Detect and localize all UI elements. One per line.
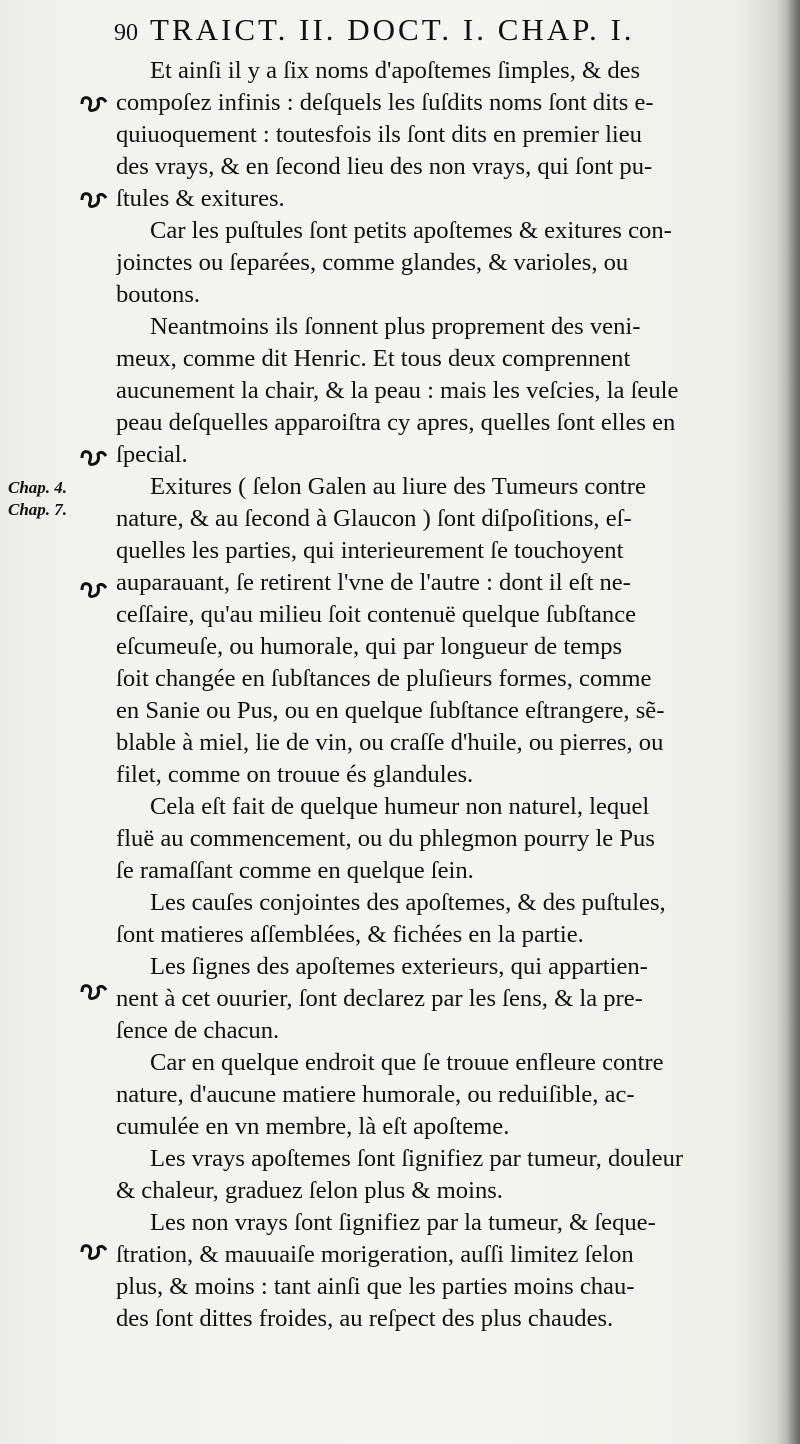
text-line: plus, & moins : tant ainſi que les parties moins chau- bbox=[116, 1273, 635, 1300]
text-line: nent à cet ouurier, ſont declarez par les ſens, & la pre- bbox=[116, 985, 643, 1012]
text-line: & chaleur, graduez ſelon plus & moins. bbox=[116, 1177, 503, 1204]
text-line: filet, comme on trouue és glandules. bbox=[116, 761, 474, 788]
text-line: Les cauſes conjointes des apoſtemes, & des puſtules, bbox=[150, 889, 666, 916]
text-line: cumulée en vn membre, là eſt apoſteme. bbox=[116, 1113, 510, 1140]
text-line: des vrays, & en ſecond lieu des non vrays, qui ſont pu- bbox=[116, 153, 653, 180]
text-line: Les vrays apoſtemes ſont ſignifiez par tumeur, douleur bbox=[150, 1145, 684, 1172]
text-line: aucunement la chair, & la peau : mais les veſcies, la ſeule bbox=[116, 377, 679, 404]
text-line: en Sanie ou Pus, ou en quelque ſubſtance eſtrangere, sẽ- bbox=[116, 697, 665, 724]
manicule-ornament-icon bbox=[80, 580, 108, 600]
text-line: Les non vrays ſont ſignifiez par la tumeur, & ſeque- bbox=[150, 1209, 656, 1236]
text-line: peau deſquelles apparoiſtra cy apres, quelles ſont elles en bbox=[116, 409, 676, 436]
manicule-ornament-icon bbox=[80, 1242, 108, 1262]
text-line: joinctes ou ſeparées, comme glandes, & varioles, ou bbox=[116, 249, 629, 276]
text-line: Et ainſi il y a ſix noms d'apoſtemes ſimples, & des bbox=[150, 57, 641, 84]
text-line: des ſont dittes froides, au reſpect des plus chaudes. bbox=[116, 1305, 614, 1332]
text-line: eſcumeuſe, ou humorale, qui par longueur de temps bbox=[116, 633, 623, 660]
margin-note-chap-7: Chap. 7. bbox=[8, 500, 68, 519]
text-line: ſtration, & mauuaiſe morigeration, auſſi limitez ſelon bbox=[116, 1241, 634, 1268]
text-line: Neantmoins ils ſonnent plus proprement des veni- bbox=[150, 313, 641, 340]
text-line: ſont matieres aſſemblées, & fichées en la partie. bbox=[116, 921, 584, 948]
text-line: auparauant, ſe retirent l'vne de l'autre : dont il eſt ne- bbox=[116, 569, 631, 596]
text-line: meux, comme dit Henric. Et tous deux comprennent bbox=[116, 345, 631, 372]
text-line: blable à miel, lie de vin, ou craſſe d'huile, ou pierres, ou bbox=[116, 729, 664, 756]
page-header bbox=[114, 12, 714, 56]
text-line: nature, & au ſecond à Glaucon ) ſont diſpoſitions, eſ- bbox=[116, 505, 632, 532]
text-line: Car les puſtules ſont petits apoſtemes & exitures con- bbox=[150, 217, 672, 244]
manicule-ornament-icon bbox=[80, 190, 108, 210]
text-line: ſence de chacun. bbox=[116, 1017, 280, 1044]
manicule-ornament-icon bbox=[80, 94, 108, 114]
text-line: Exitures ( ſelon Galen au liure des Tumeurs contre bbox=[150, 473, 646, 500]
page-number: 90 bbox=[114, 20, 138, 46]
text-line: nature, d'aucune matiere humorale, ou reduiſible, ac- bbox=[116, 1081, 635, 1108]
text-line: ſpecial. bbox=[116, 441, 188, 468]
text-line: Car en quelque endroit que ſe trouue enfleure contre bbox=[150, 1049, 664, 1076]
body-text bbox=[116, 55, 744, 1335]
text-line: ſe ramaſſant comme en quelque ſein. bbox=[116, 857, 474, 884]
running-title: TRAICT. II. DOCT. I. CHAP. I. bbox=[150, 12, 635, 47]
text-line: Les ſignes des apoſtemes exterieurs, qui appartien- bbox=[150, 953, 648, 980]
manicule-ornament-icon bbox=[80, 982, 108, 1002]
text-line: boutons. bbox=[116, 281, 201, 308]
text-line: compoſez infinis : deſquels les ſuſdits noms ſont dits e- bbox=[116, 89, 654, 116]
text-line: fluë au commencement, ou du phlegmon pourry le Pus bbox=[116, 825, 655, 852]
text-line: quiuoquement : toutesfois ils ſont dits en premier lieu bbox=[116, 121, 642, 148]
text-line: quelles les parties, qui interieurement ſe touchoyent bbox=[116, 537, 624, 564]
manicule-ornament-icon bbox=[80, 448, 108, 468]
text-line: ſtules & exitures. bbox=[116, 185, 285, 212]
text-line: Cela eſt fait de quelque humeur non naturel, lequel bbox=[150, 793, 650, 820]
page-edge-shadow bbox=[786, 0, 800, 1444]
text-line: ceſſaire, qu'au milieu ſoit contenuë quelque ſubſtance bbox=[116, 601, 637, 628]
margin-note-chap-4: Chap. 4. bbox=[8, 478, 68, 497]
text-line: ſoit changée en ſubſtances de pluſieurs formes, comme bbox=[116, 665, 652, 692]
